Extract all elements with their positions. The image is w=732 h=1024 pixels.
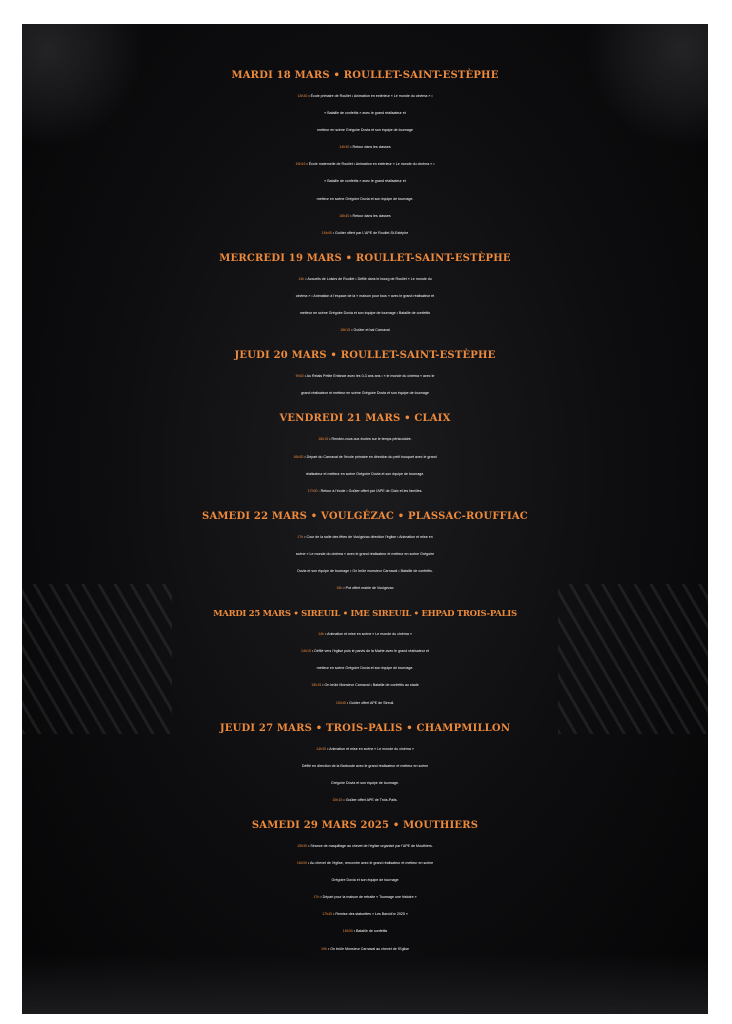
event-description: Grégoire Dovia et son équipe de tournage xyxy=(331,878,399,883)
event-day-section xyxy=(22,247,708,339)
bottom-shade-decoration xyxy=(22,954,708,1014)
schedule-line xyxy=(22,105,708,122)
schedule-line xyxy=(22,923,708,940)
day-heading: SAMEDI 22 MARS • VOULGÉZAC • PLASSAC-ROUFFIAC xyxy=(202,510,528,522)
event-description: • Pot offert mairie de Voulgézac xyxy=(342,586,394,591)
schedule-line xyxy=(22,906,708,923)
schedule-line xyxy=(22,368,708,385)
event-description: • Au chevet de l'église, rencontre avec le grand réalisateur et metteur en scène xyxy=(306,861,434,866)
event-time: 14h30 xyxy=(316,746,327,751)
event-description: • École primaire de Roullet • Animation en extérieur « Le monde du cinéma » • xyxy=(307,94,433,98)
event-description: • Goûter et bal Carnaval xyxy=(350,328,390,333)
schedule-line xyxy=(22,660,708,677)
schedule-line xyxy=(22,305,708,322)
schedule-line xyxy=(22,385,708,402)
schedule-line xyxy=(22,546,708,563)
event-description: metteur en scène Grégoire Dovia et son équipe de tournage. xyxy=(316,666,414,671)
event-description: : Retour à l'école • Goûter offert par l'APE de Claix et les familles. xyxy=(317,488,423,493)
event-description: • Au Relais Petite Enfance avec les 0-3 ans ans • « le monde du cinéma » avec le xyxy=(303,374,435,379)
event-description: • École maternelle de Roullet • Animation en extérieur « Le monde du cinéma » • xyxy=(305,162,435,167)
event-time: 16h45 xyxy=(321,230,332,235)
event-time: 16h15 xyxy=(340,328,351,333)
event-description: • Cour de la salle des fêtes de Voulgézac direction l'église • Animation et mise en xyxy=(303,534,433,539)
event-time: 15h15 xyxy=(332,797,343,802)
event-time: 17h45 xyxy=(322,912,333,917)
event-day-section xyxy=(22,505,708,597)
schedule-line xyxy=(22,156,708,173)
event-description: • Remise des statuettes « Les Barcid'or 2025 » xyxy=(332,912,408,917)
event-time: 14h xyxy=(318,632,325,637)
schedule-line xyxy=(22,139,708,156)
event-time: 17h xyxy=(297,534,304,539)
event-time: 14h xyxy=(298,276,305,281)
schedule-line xyxy=(22,855,708,872)
schedule-line xyxy=(22,208,708,225)
event-description: « Bataille de confettis » avec le grand réalisateur et xyxy=(324,111,406,116)
event-description: réalisateur et metteur en scène Grégoire Dovia et son équipe de tournage. xyxy=(305,471,425,476)
event-time: 14h15 xyxy=(301,649,311,654)
event-description: • Défilé vers l'église puis le parvis de la Mairie avec le grand réalisateur et xyxy=(311,649,429,654)
event-description: • Goûter offert par L'APE de Roullet-St-Estèphe xyxy=(331,230,409,235)
event-day-section xyxy=(22,64,708,242)
day-heading: JEUDI 27 MARS • TROIS-PALIS • CHAMPMILLON xyxy=(219,722,511,734)
schedule-line xyxy=(22,122,708,139)
schedule-line xyxy=(22,872,708,889)
program-poster xyxy=(22,24,708,1014)
event-time: 17h30 xyxy=(307,488,318,493)
event-description: Défilé en direction de la Barboute avec le grand réalisateur et metteur en scène xyxy=(301,763,429,768)
event-description: • On brûle Monsieur Carnaval • Bataille de confettis au stade xyxy=(321,683,419,688)
day-heading: MARDI 18 MARS • ROULLET-SAINT-ESTÈPHE xyxy=(231,70,499,81)
schedule-line xyxy=(22,225,708,242)
day-heading: MERCREDI 19 MARS • ROULLET-SAINT-ESTÈPHE xyxy=(219,252,511,264)
schedule-line xyxy=(22,529,708,546)
event-time: 15h45 xyxy=(335,700,346,705)
schedule-line xyxy=(22,838,708,855)
event-description: • Retour dans les classes xyxy=(349,145,391,150)
schedule-line xyxy=(22,483,708,500)
event-description: cinéma » • Animation à l'espace de la « maison pour tous » avec le grand réalisateur et xyxy=(295,293,435,298)
event-description: • Séance de maquillage au chevet de l'église organisé par l'APE de Mouthiers. xyxy=(307,844,433,848)
event-description: • Goûter offert APE de Trois-Palis. xyxy=(342,797,398,802)
event-time: 19h xyxy=(320,946,327,951)
event-time: 15h30 xyxy=(297,844,308,848)
event-time: 16h15 xyxy=(318,437,329,442)
schedule-line xyxy=(22,449,708,466)
schedule-line xyxy=(22,741,708,758)
event-description: • Bataille de confettis xyxy=(352,929,388,934)
event-description: grand réalisateur et metteur en scène Grégoire Dovia et son équipe de tournage xyxy=(301,391,429,396)
event-day-section xyxy=(22,344,708,402)
schedule-line xyxy=(22,191,708,208)
schedule-line xyxy=(22,580,708,597)
schedule-line xyxy=(22,695,708,712)
schedule-line xyxy=(22,889,708,906)
schedule-line xyxy=(22,271,708,288)
schedule-line xyxy=(22,643,708,660)
event-description: • Animation et mise en scène « Le monde du cinéma » xyxy=(326,746,414,751)
event-description: Grégoire Dovia et son équipe de tournage. xyxy=(331,780,399,785)
schedule-line xyxy=(22,677,708,694)
schedule-line xyxy=(22,88,708,105)
schedule-line xyxy=(22,792,708,809)
schedule-line xyxy=(22,173,708,190)
event-time: 15h15 xyxy=(311,683,322,688)
event-description: • Retour dans les classes xyxy=(349,213,391,218)
event-time: 16h30 xyxy=(339,213,350,218)
event-time: 15h15 xyxy=(295,162,306,167)
event-description: « Bataille de confettis » avec le grand réalisateur et xyxy=(324,179,406,184)
schedule-content xyxy=(22,64,708,963)
event-day-section xyxy=(22,814,708,958)
event-description: • Animation et mise en scène « Le monde du cinéma » xyxy=(324,632,412,637)
event-time: 17h xyxy=(313,895,320,900)
event-description: • On brûle Monsieur Carnaval au chevet de l'Eglise xyxy=(326,946,410,951)
event-time: 14h30 xyxy=(339,145,350,150)
schedule-line xyxy=(22,466,708,483)
event-description: scène « Le monde du cinéma » avec le grand réalisateur et metteur en scène Grégoire xyxy=(295,551,435,556)
event-description: Dovia et son équipe de tournage • On brûle monsieur Carnaval • Bataille de confettis. xyxy=(297,568,433,573)
schedule-line xyxy=(22,758,708,775)
event-day-section xyxy=(22,717,708,809)
day-heading: JEUDI 20 MARS • ROULLET-SAINT-ESTÈPHE xyxy=(234,350,496,362)
event-day-section xyxy=(22,602,708,711)
event-time: 16h30 xyxy=(296,861,307,866)
event-time: 18h30 xyxy=(342,929,353,934)
event-description: • Départ pour la maison de retraite « Tournage une histoire » xyxy=(319,895,417,900)
day-heading: SAMEDI 29 MARS 2025 • MOUTHIERS xyxy=(251,820,479,831)
schedule-line xyxy=(22,563,708,580)
event-description: metteur en scène Grégoire Dovia et son équipe de tournage • Bataille de confettis xyxy=(299,311,431,316)
schedule-line xyxy=(22,941,708,958)
event-description: metteur en scène Grégoire Dovia et son équipe de tournage. xyxy=(316,196,414,201)
schedule-line xyxy=(22,322,708,339)
event-day-section xyxy=(22,407,708,499)
event-time: 9h30 xyxy=(295,374,304,379)
event-description: • Départ du Carnaval de l'école primaire en direction du petit bosquet avec le grand xyxy=(303,454,437,459)
event-description: metteur en scène Grégoire Dovia et son équipe de tournage xyxy=(317,128,413,133)
event-time: 13h30 xyxy=(297,94,308,98)
schedule-line xyxy=(22,431,708,448)
day-heading: VENDREDI 21 MARS • CLAIX xyxy=(279,413,451,425)
schedule-line xyxy=(22,626,708,643)
event-description: • Rendez-vous aux écoles sur le temps périscolaire. xyxy=(328,437,412,442)
day-heading: MARDI 25 MARS • SIREUIL • IME SIREUIL • EHPAD TROIS-PALIS xyxy=(213,609,517,620)
event-time: 18h xyxy=(336,586,343,591)
event-description: • Goûter offert APE de Sireuil. xyxy=(345,700,395,705)
event-description: • Accueils de Loisirs de Roullet • Défilé dans le bourg de Roullet « Le monde du xyxy=(304,276,432,281)
schedule-line xyxy=(22,775,708,792)
schedule-line xyxy=(22,288,708,305)
event-time: 16h30 xyxy=(293,454,304,459)
